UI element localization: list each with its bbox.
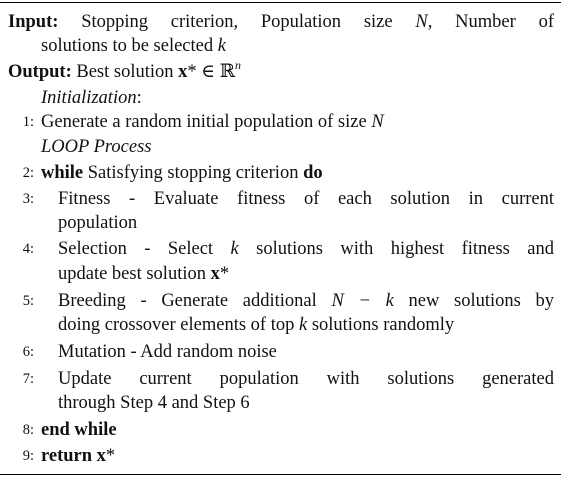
step-3: 3: Fitness - Evaluate fitness of each solution in current (22, 189, 554, 209)
input-var-n: N (415, 12, 428, 32)
bottom-rule (0, 474, 561, 475)
top-rule (0, 2, 561, 3)
output-label: Output: (8, 62, 72, 82)
initialization-heading: Initialization: (41, 88, 142, 108)
step-4: 4: Selection - Select k solutions with highest fitness and (22, 239, 554, 259)
loop-heading: LOOP Process (41, 137, 152, 157)
input-line: Input: Stopping criterion, Population size N, Number of (8, 12, 554, 32)
step-1: 1: Generate a random initial population of size N (22, 112, 384, 132)
step-7: 7: Update current population with solutions generated (22, 369, 554, 389)
step-2: 2: while Satisfying stopping criterion do (22, 163, 323, 183)
input-text: Stopping criterion, Population size (81, 12, 393, 32)
input-label: Input: (8, 12, 59, 32)
step-5: 5: Breeding - Generate additional N − k new solutions by (22, 291, 554, 311)
step-5-continuation: doing crossover elements of top k solutions randomly (58, 315, 455, 335)
input-continuation: solutions to be selected k (41, 36, 226, 56)
step-8: 8: end while (22, 420, 117, 440)
step-6: 6: Mutation - Add random noise (22, 342, 277, 362)
input-var-k: k (217, 36, 226, 56)
step-4-continuation: update best solution x* (58, 264, 230, 284)
step-9: 9: return x* (22, 446, 116, 466)
step-3-continuation: population (58, 213, 138, 233)
output-line: Output: Best solution x* ∈ ℝ$^n$ (8, 57, 241, 82)
step-7-continuation: through Step 4 and Step 6 (58, 393, 250, 413)
